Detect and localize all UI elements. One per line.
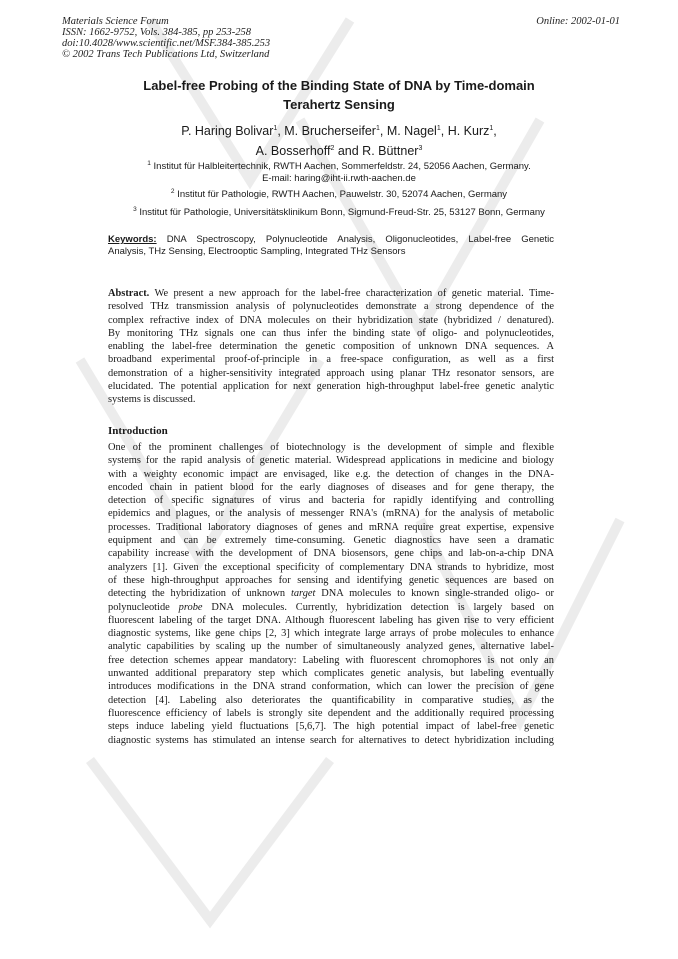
introduction-text: One of the prominent challenges of biotechnology is the development of simple and flexible systems for the rapid analysis of genetic material. Widespread applications in medicine and biology with a weighty economic impact are envisaged, like e.g. the detection of changes in the DNA- encoded chain in patient blood for the early diagnoses of diseases and for gene therapy, the detection of specific signatures of virus and bacteria for rapidly identifying and controlling epidemics and plagues, or the analysis of messenger RNA's (mRNA) for the analysis of metabolic processes. Traditional laboratory diagnoses of genes and mRNA require great expertise, expensive equipment and can be extremely time-consuming. Genetic diagnostics have seen a dramatic capability increase with the development of DNA biosensors, gene chips and lab-on-a-chip DNA analyzers [1]. Given the exceptional specificity of complementary DNA strands to hybridize, most of these high-throughput approaches for sensing and identifying genetic sequences are based on detecting the hybridization of unknown target DNA molecules to known single-stranded oligo- or polynucleotide probe DNA molecules. Currently, hybridization detection is largely based on fluorescent labeling of the target DNA. Although fluorescent labeling has given rise to very efficient diagnostic systems, like gene chips [2, 3] which integrate large arrays of probe molecules to enhance analytic capabilities by scaling up the number of simultaneously analyzed genes, alternative label- free detection schemes appear mandatory: Labeling with fluorescent chromophores is not only an unwanted additional preparatory step which complicates genetic analysis, but labeling eventually introduces modifications in the DNA strand conformation, which can lower the precision of gene detection [4]. Labeling also deteriorates the quantificability in comparative studies, as the fluorescence efficiency of labels is strongly site dependent and the additionally required processing steps induce labeling yield fluctuations [5,6,7]. The high potential impact of label-free genetic diagnostic systems has stimulated an intense search for alternatives to detect hybridization including (108, 442, 554, 746)
authors-line-1: P. Haring Bolivar$^1$, M. Brucherseifer$^1$, M. Nagel$^1$, H. Kurz$^1$, (181, 124, 497, 139)
abstract-label: Abstract. (108, 288, 150, 299)
keywords-label: Keywords: (108, 234, 157, 245)
paper-title (100, 76, 578, 114)
affiliation-3: $^3$ Institut für Pathologie, Universitätsklinikum Bonn, Sigmund-Freud-Str. 25, 53127 Bonn, Germany (133, 206, 545, 219)
author: , H. Kurz (440, 124, 490, 139)
affiliation-2: $^2$ Institut für Pathologie, RWTH Aachen, Pauwelstr. 30, 52074 Aachen, Germany (170, 188, 508, 201)
title-line-2: Terahertz Sensing (283, 97, 395, 112)
issn: ISSN: 1662-9752, Vols. 384-385, pp 253-258 (62, 27, 251, 38)
affiliation-1: $^1$ Institut für Halbleitertechnik, RWTH Aachen, Sommerfeldstr. 24, 52056 Aachen, Germany. E-mail: haring@iht-ii.rwth-aachen.de (80, 158, 598, 185)
journal-info (62, 16, 270, 60)
abstract: Abstract. We present a new approach for the label-free characterization of genetic material. Time- resolved THz transmission analysis of polynucleotides demonstrate a strong dependence of the complex refractive index of DNA molecules on their hybridization state (hybridized / denatured). By monitoring THz signals one can thus infer the binding state of oligo- and polynucleotides, enabling the label-free determination the genetic composition of unknown DNA sequences. A broadband experimental proof-of-principle in a free-space configuration, as well as a first demonstration of a higher-sensitivity integrated approach using planar THz resonator sensors, are elucidated. The potential application for next generation high-throughput label-free genetic analytic systems is discussed. (108, 288, 554, 406)
author-email: E-mail: haring@iht-ii.rwth-aachen.de (262, 173, 416, 185)
introduction-heading: Introduction (108, 425, 168, 437)
author: A. Bosserhoff (255, 144, 331, 159)
author: , M. Nagel (379, 124, 437, 139)
doi: doi:10.4028/www.scientific.net/MSF.384-385.253 (62, 38, 271, 49)
title-line-1: Label-free Probing of the Binding State of DNA by Time-domain (143, 78, 535, 93)
author: and R. Büttner (334, 144, 419, 159)
author: P. Haring Bolivar (181, 124, 274, 139)
authors-line-2: A. Bosserhoff$^2$ and R. Büttner$^3$ (255, 144, 423, 159)
keywords: Keywords: DNA Spectroscopy, Polynucleotide Analysis, Oligonucleotides, Label-free Genetic Analysis, THz Sensing, Electrooptic Sampling, Integrated THz Sensors (108, 234, 554, 257)
author-list (80, 120, 598, 160)
copyright: © 2002 Trans Tech Publications Ltd, Switzerland (62, 49, 270, 60)
online-date: Online: 2002-01-01 (536, 16, 620, 27)
author: , M. Brucherseifer (277, 124, 376, 139)
journal-name: Materials Science Forum (62, 16, 169, 27)
